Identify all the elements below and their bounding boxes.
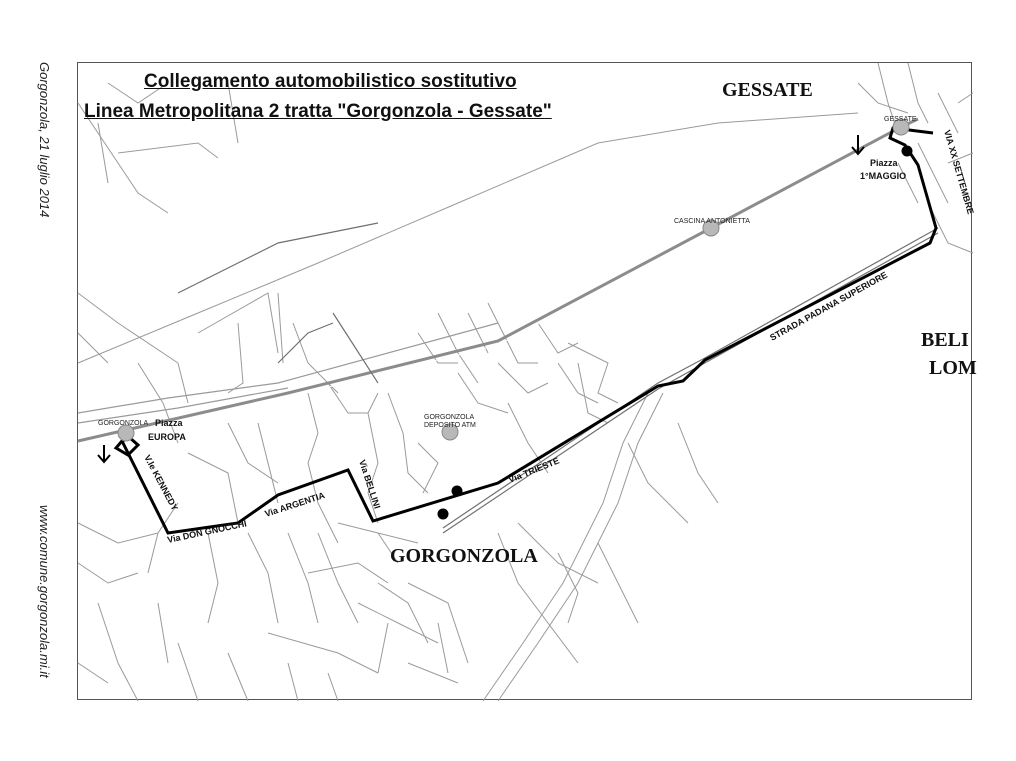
station-gorgonzola-marker	[118, 425, 134, 441]
website-caption: www.comune.gorgonzola.mi.it	[37, 505, 52, 678]
label-via-bellini: Via BELLINI	[357, 458, 383, 510]
town-bellinzago-partial: BELI	[921, 329, 969, 351]
bus-stop-bellini	[452, 486, 463, 497]
railway-line	[78, 119, 918, 445]
label-via-argentia: Via ARGENTIA	[263, 490, 327, 519]
town-gessate: GESSATE	[722, 79, 813, 101]
map-title-line-2: Linea Metropolitana 2 tratta "Gorgonzola - Gessate"	[84, 101, 552, 122]
label-piazza-maggio-1: Piazza	[870, 158, 898, 168]
map-title-line-1: Collegamento automobilistico sostitutivo	[144, 71, 517, 92]
label-via-don-gnocchi: Via DON GNOCCHI	[166, 518, 248, 545]
bus-stop-trieste	[438, 509, 449, 520]
date-caption: Gorgonzola, 21 luglio 2014	[37, 62, 52, 218]
station-deposito-label-1: GORGONZOLA	[424, 414, 475, 421]
map-canvas	[78, 63, 976, 701]
station-gorgonzola-label: GORGONZOLA	[98, 420, 149, 427]
bus-stop-gessate	[902, 146, 913, 157]
direction-arrows	[98, 135, 864, 462]
label-via-xx-settembre: VIA XX SETTEMBRE	[942, 128, 976, 216]
bus-stops	[438, 146, 913, 520]
station-deposito-label-2: DEPOSITO ATM	[424, 422, 476, 429]
label-piazza-europa-1: Piazza	[155, 418, 183, 428]
label-piazza-maggio-2: 1°MAGGIO	[860, 171, 907, 181]
town-lombardo-partial: LOM	[929, 357, 977, 379]
label-viale-kennedy: V.le KENNEDY	[142, 453, 181, 513]
station-gessate-label: GESSATE	[884, 116, 917, 123]
label-via-trieste: Via TRIESTE	[507, 455, 561, 485]
town-gorgonzola: GORGONZOLA	[390, 545, 538, 567]
label-strada-padana: STRADA PADANA SUPERIORE	[768, 269, 890, 343]
station-cascina-label: CASCINA ANTONIETTA	[674, 218, 750, 225]
route-map	[77, 62, 977, 700]
label-piazza-europa-2: EUROPA	[148, 432, 186, 442]
main-roads	[178, 223, 938, 533]
station-markers	[118, 119, 909, 441]
